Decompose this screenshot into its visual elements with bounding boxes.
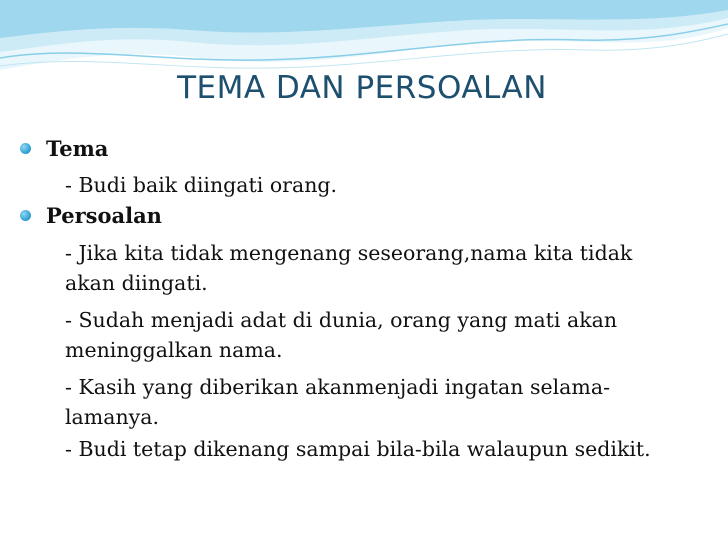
wave-decoration — [0, 0, 728, 80]
sub-item-text: - Kasih yang diberikan akanmenjadi ingatan selama-lamanya. — [65, 375, 610, 429]
sub-item-text: - Budi baik diingati orang. — [65, 173, 338, 197]
sub-item-text: - Jika kita tidak mengenang seseorang,nama kita tidak akan diingati. — [65, 241, 633, 295]
sub-item-text: - Budi tetap dikenang sampai bila-bila walaupun sedikit. — [65, 437, 651, 461]
slide-title-text: TEMA DAN PERSOALAN — [177, 70, 547, 106]
sub-item-text: - Sudah menjadi adat di dunia, orang yang mati akan meninggalkan nama. — [65, 308, 618, 362]
bullet-heading: Tema — [46, 136, 109, 161]
sub-item — [65, 170, 685, 200]
bullet-dot-icon — [20, 210, 31, 221]
sub-item — [65, 372, 685, 432]
sub-item — [65, 305, 685, 365]
bullet-dot-icon — [20, 143, 31, 154]
slide-title — [0, 70, 728, 106]
bullet-persoalan — [20, 203, 162, 228]
bullet-heading: Persoalan — [46, 203, 162, 228]
sub-item — [65, 434, 685, 464]
sub-item — [65, 238, 685, 298]
bullet-tema — [20, 136, 108, 161]
